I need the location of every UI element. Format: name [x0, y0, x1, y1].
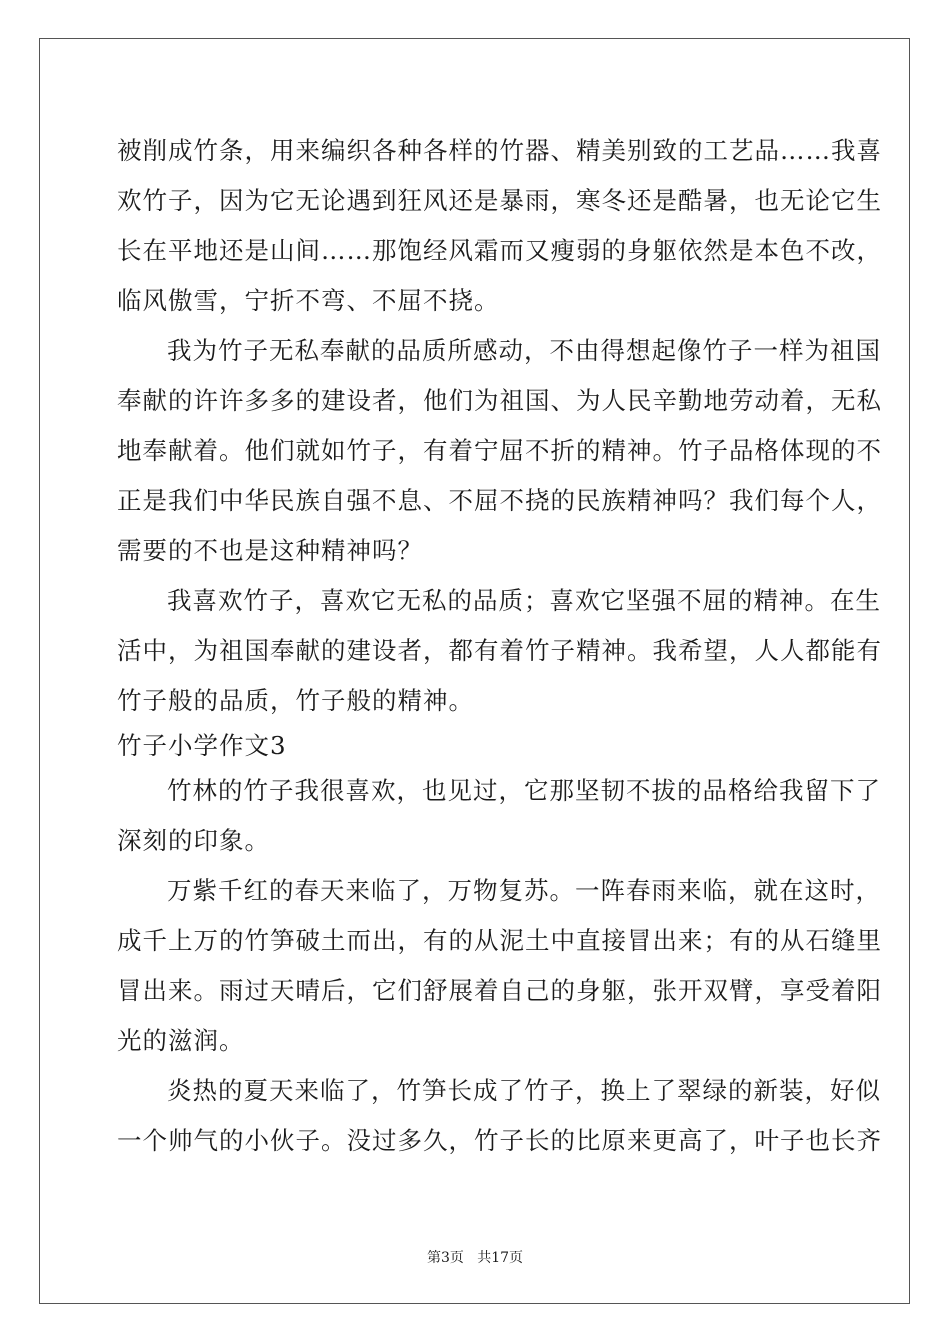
text-line: 临风傲雪，宁折不弯、不屈不挠。	[117, 286, 500, 315]
text-line: 活中，为祖国奉献的建设者，都有着竹子精神。我希望，人人都能有	[117, 636, 882, 665]
text-line: 地奉献着。他们就如竹子，有着宁屈不折的精神。竹子品格体现的不	[117, 436, 882, 465]
text-line: 奉献的许许多多的建设者，他们为祖国、为人民辛勤地劳动着，无私	[117, 386, 882, 415]
text-line: 长在平地还是山间……那饱经风霜而又瘦弱的身躯依然是本色不改，	[117, 236, 882, 265]
paragraph	[117, 326, 882, 576]
document-body	[117, 126, 882, 1166]
paragraph	[117, 576, 882, 726]
section-title: 竹子小学作文3	[117, 731, 287, 760]
paragraph	[117, 126, 882, 326]
text-line: 冒出来。雨过天晴后，它们舒展着自己的身躯，张开双臂，享受着阳	[117, 976, 882, 1005]
text-line: 需要的不也是这种精神吗？	[117, 536, 423, 565]
paragraph	[117, 866, 882, 1066]
text-line: 欢竹子，因为它无论遇到狂风还是暴雨，寒冬还是酷暑，也无论它生	[117, 186, 882, 215]
text-line: 万紫千红的春天来临了，万物复苏。一阵春雨来临，就在这时，	[167, 876, 881, 905]
text-line: 我为竹子无私奉献的品质所感动，不由得想起像竹子一样为祖国	[167, 336, 881, 365]
text-line: 竹林的竹子我很喜欢，也见过，它那坚韧不拔的品格给我留下了	[167, 776, 881, 805]
text-line: 正是我们中华民族自强不息、不屈不挠的民族精神吗？我们每个人，	[117, 486, 882, 515]
page-footer: 第3页 共17页	[426, 1250, 524, 1266]
paragraph	[117, 766, 881, 866]
paragraph	[117, 1066, 882, 1166]
text-line: 竹子般的品质，竹子般的精神。	[117, 686, 474, 715]
text-line: 光的滋润。	[117, 1026, 245, 1055]
text-line: 被削成竹条，用来编织各种各样的竹器、精美别致的工艺品……我喜	[117, 136, 882, 165]
text-line: 我喜欢竹子，喜欢它无私的品质；喜欢它坚强不屈的精神。在生	[167, 586, 881, 615]
text-line: 成千上万的竹笋破土而出，有的从泥土中直接冒出来；有的从石缝里	[117, 926, 882, 955]
text-line: 深刻的印象。	[117, 826, 270, 855]
text-line: 炎热的夏天来临了，竹笋长成了竹子，换上了翠绿的新装，好似	[167, 1076, 881, 1105]
text-line: 一个帅气的小伙子。没过多久，竹子长的比原来更高了，叶子也长齐	[117, 1126, 882, 1155]
